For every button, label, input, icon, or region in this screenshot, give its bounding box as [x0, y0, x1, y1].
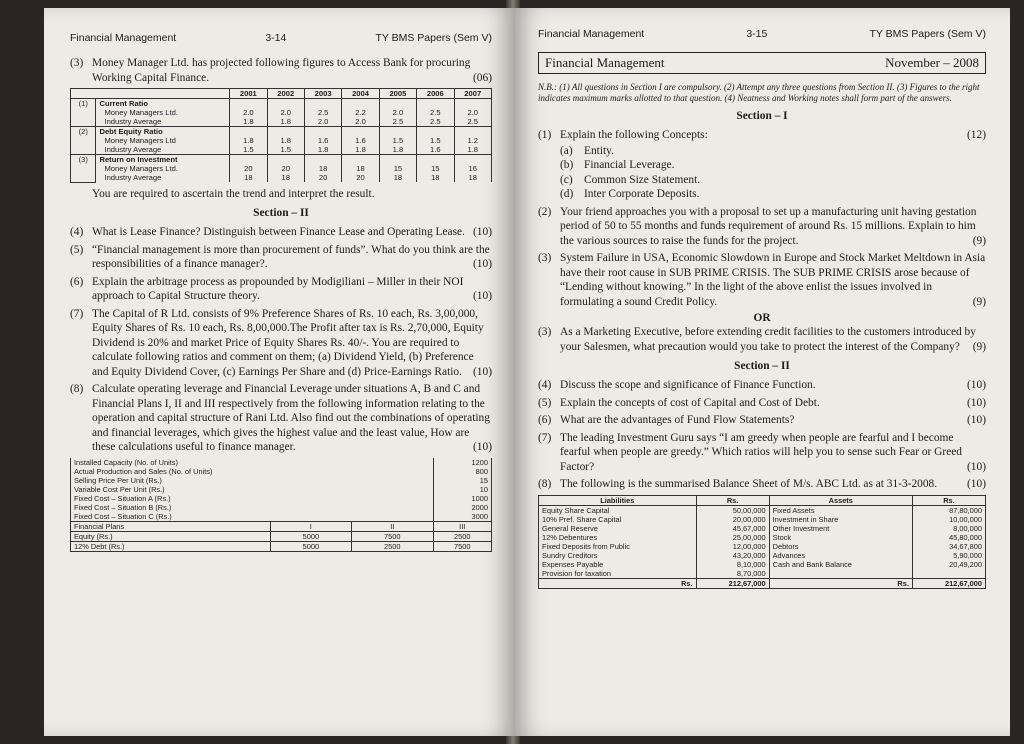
- amount-cell: 20,49,200: [912, 560, 985, 569]
- empty-cell: [417, 155, 454, 165]
- item-cell: General Reserve: [539, 524, 697, 533]
- leverage-row: [71, 458, 492, 467]
- amount-cell: 10,00,000: [912, 515, 985, 524]
- ratio-row: [71, 108, 492, 117]
- question-marks: (10): [967, 379, 986, 391]
- plan-row: [71, 541, 492, 551]
- or-separator: OR: [753, 312, 771, 324]
- year-header: 2004: [342, 89, 379, 99]
- empty-cell: [379, 155, 416, 165]
- right-header-series: TY BMS Papers (Sem V): [869, 28, 986, 40]
- ratio-value: 1.8: [267, 136, 304, 145]
- ratio-value: 2.5: [417, 108, 454, 117]
- question-text: The leading Investment Guru says “I am greedy when people are fearful and I become fearful when people are greedy.” Which ratios will help you to sense such Fear or Greed Factor?: [560, 431, 963, 473]
- instructions-note: N.B.: (1) All questions in Section I are compulsory. (2) Attempt any three questions from Section II. (3) Figures to the right indicates maximum marks allotted to that question. (4) Neatness and Working notes shall form part of the answers.: [538, 82, 980, 103]
- ratio-row-label: Industry Average: [96, 145, 230, 155]
- ratio-value: 18: [267, 173, 304, 182]
- concept-list: [560, 144, 986, 202]
- left-header-series: TY BMS Papers (Sem V): [375, 32, 492, 44]
- amount-cell: 43,20,000: [696, 551, 769, 560]
- amount-cell: 20,00,000: [696, 515, 769, 524]
- leverage-row: [71, 476, 492, 485]
- empty-cell: [342, 155, 379, 165]
- empty-cell: [454, 155, 492, 165]
- leverage-row: [71, 503, 492, 512]
- question-marks: (10): [473, 290, 492, 302]
- concept-text: Financial Leverage.: [584, 159, 675, 171]
- year-header: 2005: [379, 89, 416, 99]
- question-number: (4): [538, 379, 552, 391]
- plan-value: 5000: [270, 531, 351, 541]
- leverage-value: 800: [433, 467, 492, 476]
- ratio-value: 1.6: [304, 136, 341, 145]
- ratio-value: 1.5: [417, 136, 454, 145]
- ratio-value: 20: [230, 164, 267, 173]
- question-number: (3): [538, 326, 552, 338]
- ratio-row-label: Money Managers Ltd.: [96, 164, 230, 173]
- concept-letter: (b): [560, 159, 574, 171]
- right-page-number: 3-15: [746, 28, 768, 40]
- leverage-label: Selling Price Per Unit (Rs.): [71, 476, 434, 485]
- leverage-label: Variable Cost Per Unit (Rs.): [71, 485, 434, 494]
- question-marks: (10): [473, 441, 492, 453]
- leverage-value: 10: [433, 485, 492, 494]
- amount-cell: 8,10,000: [696, 560, 769, 569]
- left-question-4: [70, 225, 492, 240]
- ratio-value: 2.2: [342, 108, 379, 117]
- item-cell: Provision for taxation: [539, 569, 697, 579]
- question-marks: (10): [967, 478, 986, 490]
- question-text: System Failure in USA, Economic Slowdown in Europe and Stock Market Meltdown in Asia have their root cause in SUB PRIME CRISIS. The SUB PRIME CRISIS arose because of “Lending without knowing.” In the light of the above enlist the issues involved in formulating a sound Credit Policy.: [560, 252, 986, 308]
- leverage-value: 2000: [433, 503, 492, 512]
- balance-sheet-head: Rs.: [696, 495, 769, 505]
- amount-cell: 45,67,000: [696, 524, 769, 533]
- item-cell: Equity Share Capital: [539, 505, 697, 515]
- left-question-6: [70, 275, 492, 304]
- plan-row-label: 12% Debt (Rs.): [71, 541, 271, 551]
- empty-cell: [230, 127, 267, 137]
- question-number: (4): [70, 226, 84, 238]
- question-text: What is Lease Finance? Distinguish between Finance Lease and Operating Lease.: [92, 226, 465, 238]
- ratio-value: 1.8: [342, 145, 379, 155]
- plan-value: 2500: [433, 531, 492, 541]
- balance-sheet-head: Rs.: [912, 495, 985, 505]
- ratio-value: 2.0: [267, 108, 304, 117]
- ratio-value: 1.2: [454, 136, 492, 145]
- balance-sheet-row: [539, 551, 986, 560]
- ratio-row-label: Money Managers Ltd: [96, 136, 230, 145]
- empty-cell: [230, 99, 267, 109]
- left-section-heading: Section – II: [253, 207, 309, 219]
- paper-title-box: [538, 52, 986, 74]
- empty-cell: [342, 99, 379, 109]
- year-header: 2002: [267, 89, 304, 99]
- question-text: The Capital of R Ltd. consists of 9% Preference Shares of Rs. 10 each, Rs. 3,00,000, Equity Shares of Rs. 10 each, Rs. 8,00,000.The Profit after tax is Rs. 2,70,000, Equity Dividend is 20% and market Price of Equity Shares Rs. 40/-. You are required to calculate following ratios and comment on them; (a) Dividend Yield, (b) Preference and Equity Dividend Cover, (c) Earnings Per Share and (d) Price-Earnings Ratio.: [92, 307, 484, 378]
- plan-head: III: [433, 521, 492, 531]
- empty-cell: [379, 99, 416, 109]
- plan-head: II: [352, 521, 433, 531]
- plan-value: 7500: [352, 531, 433, 541]
- ratio-table: [70, 88, 492, 183]
- right-header-title: Financial Management: [538, 28, 645, 40]
- question-marks: (9): [972, 340, 986, 353]
- empty-cell: [304, 155, 341, 165]
- ratio-row: [71, 145, 492, 155]
- leverage-label: Fixed Cost – Situation B (Rs.): [71, 503, 434, 512]
- ratio-row-label: Money Managers Ltd.: [96, 108, 230, 117]
- concept-text: Inter Corporate Deposits.: [584, 188, 700, 200]
- item-cell: Debtors: [769, 542, 912, 551]
- group-number: (1): [71, 99, 96, 127]
- question-3-left: [70, 56, 492, 85]
- question-marks: (06): [473, 71, 492, 84]
- plan-row: [71, 531, 492, 541]
- group-number: (2): [71, 127, 96, 155]
- ratio-value: 1.8: [267, 117, 304, 127]
- question-marks: (10): [967, 460, 986, 473]
- question-number: (7): [70, 307, 84, 320]
- ratio-value: 2.5: [454, 117, 492, 127]
- balance-sheet-row: [539, 533, 986, 542]
- empty-cell: [267, 155, 304, 165]
- ratio-table-corner: [71, 89, 230, 99]
- ratio-row: [71, 164, 492, 173]
- question-marks: (10): [967, 396, 986, 409]
- total-amount: 212,67,000: [912, 578, 985, 588]
- amount-cell: 25,00,000: [696, 533, 769, 542]
- question-marks: (9): [972, 234, 986, 247]
- balance-sheet-row: [539, 569, 986, 579]
- ratio-value: 2.0: [379, 108, 416, 117]
- question-text: “Financial management is more than procurement of funds”. What do you think are the responsibilities of a finance manager?.: [92, 243, 490, 270]
- ratio-value: 15: [379, 164, 416, 173]
- balance-sheet-row: [539, 524, 986, 533]
- question-text: Explain the arbitrage process as propounded by Modigiliani – Miller in their NOI approach to Capital Structure theory.: [92, 275, 464, 302]
- plan-header-row: [71, 521, 492, 531]
- empty-cell: [304, 127, 341, 137]
- question-marks: (12): [967, 129, 986, 141]
- question-text: What are the advantages of Fund Flow Statements?: [560, 414, 795, 426]
- empty-cell: [417, 127, 454, 137]
- item-cell: Cash and Bank Balance: [769, 560, 912, 569]
- question-number: (8): [70, 383, 84, 395]
- amount-cell: [912, 569, 985, 579]
- plan-head: I: [270, 521, 351, 531]
- ratio-row-label: Industry Average: [96, 173, 230, 182]
- empty-cell: [454, 99, 492, 109]
- plan-row-label: Equity (Rs.): [71, 531, 271, 541]
- ratio-value: 1.5: [267, 145, 304, 155]
- right-section-2-heading: Section – II: [734, 360, 790, 372]
- ratio-group-row: [71, 127, 492, 137]
- left-page: [44, 8, 514, 736]
- question-text: Discuss the scope and significance of Finance Function.: [560, 379, 816, 391]
- leverage-row: [71, 512, 492, 522]
- right-question-6: [538, 413, 986, 428]
- plan-value: 2500: [352, 541, 433, 551]
- ratio-value: 1.6: [342, 136, 379, 145]
- right-section-1-heading: Section – I: [736, 110, 788, 122]
- ratio-value: 1.5: [230, 145, 267, 155]
- question-number: (5): [538, 396, 552, 409]
- question-number: (2): [538, 205, 552, 218]
- ratio-value: 1.8: [379, 145, 416, 155]
- year-header: 2006: [417, 89, 454, 99]
- plans-label: Financial Plans: [71, 521, 271, 531]
- amount-cell: 45,80,000: [912, 533, 985, 542]
- total-amount: 212,67,000: [696, 578, 769, 588]
- leverage-table: [70, 458, 492, 552]
- empty-cell: [417, 99, 454, 109]
- ratio-row-label: Industry Average: [96, 117, 230, 127]
- ratio-value: 1.5: [379, 136, 416, 145]
- concept-text: Entity.: [584, 144, 614, 157]
- ratio-value: 1.8: [454, 145, 492, 155]
- ratio-value: 2.0: [304, 117, 341, 127]
- amount-cell: 8,00,000: [912, 524, 985, 533]
- left-header-title: Financial Management: [70, 32, 177, 44]
- year-header: 2003: [304, 89, 341, 99]
- amount-cell: 12,00,000: [696, 542, 769, 551]
- right-question-4: [538, 378, 986, 393]
- group-number: (3): [71, 155, 96, 183]
- question-number: (6): [538, 414, 552, 426]
- item-cell: Expenses Payable: [539, 560, 697, 569]
- ratio-value: 1.8: [230, 136, 267, 145]
- concept-item: [560, 158, 986, 173]
- question-marks: (10): [473, 258, 492, 270]
- ratio-row: [71, 117, 492, 127]
- question-text: Explain the following Concepts:: [560, 129, 708, 141]
- balance-sheet-row: [539, 560, 986, 569]
- question-1-right: [538, 128, 986, 202]
- question-marks: (10): [473, 365, 492, 378]
- amount-cell: 34,67,800: [912, 542, 985, 551]
- leverage-label: Fixed Cost – Situation A (Rs.): [71, 494, 434, 503]
- question-marks: (9): [972, 295, 986, 308]
- empty-cell: [267, 127, 304, 137]
- left-question-7: [70, 307, 492, 380]
- item-cell: Advances: [769, 551, 912, 560]
- left-page-number: 3-14: [265, 32, 287, 44]
- right-running-header: [538, 28, 986, 40]
- trend-instruction: You are required to ascertain the trend and interpret the result.: [92, 187, 375, 200]
- right-question-list: [538, 378, 986, 492]
- leverage-label: Installed Capacity (No. of Units): [71, 458, 434, 467]
- total-label: Rs.: [539, 578, 697, 588]
- ratio-value: 2.5: [417, 117, 454, 127]
- group-title: Return on Investment: [96, 155, 230, 165]
- item-cell: Sundry Creditors: [539, 551, 697, 560]
- concept-item: [560, 187, 986, 202]
- plan-value: 7500: [433, 541, 492, 551]
- ratio-row: [71, 173, 492, 182]
- item-cell: Other Investment: [769, 524, 912, 533]
- ratio-group-row: [71, 155, 492, 165]
- ratio-value: 15: [417, 164, 454, 173]
- question-number: (6): [70, 275, 84, 288]
- amount-cell: 8,70,000: [696, 569, 769, 579]
- question-text: As a Marketing Executive, before extending credit facilities to the customers introduced by your Salesmen, what precaution would you take to protect the interest of the Company?: [560, 326, 976, 353]
- year-header: 2001: [230, 89, 267, 99]
- question-number: (3): [70, 57, 84, 69]
- empty-cell: [267, 99, 304, 109]
- concept-item: [560, 173, 986, 188]
- ratio-value: 2.0: [454, 108, 492, 117]
- ratio-value: 18: [342, 164, 379, 173]
- ratio-value: 1.6: [417, 145, 454, 155]
- ratio-value: 18: [417, 173, 454, 182]
- question-text: Calculate operating leverage and Financial Leverage under situations A, B and C and Financial Plans I, II and III respectively from the following information relating to the operation and capital structure of Rani Ltd. Also find out the combinations of operating and financial leverages, which gives the highest value and the least value, How are these calculations useful to finance manager.: [92, 383, 490, 453]
- leverage-value: 1200: [433, 458, 492, 467]
- right-question-8: [538, 477, 986, 492]
- ratio-value: 1.8: [230, 117, 267, 127]
- ratio-value: 20: [304, 173, 341, 182]
- concept-item: [560, 144, 986, 159]
- leverage-row: [71, 467, 492, 476]
- ratio-value: 2.5: [304, 108, 341, 117]
- ratio-value: 2.5: [379, 117, 416, 127]
- amount-cell: 5,90,000: [912, 551, 985, 560]
- item-cell: Stock: [769, 533, 912, 542]
- question-text: The following is the summarised Balance Sheet of M/s. ABC Ltd. as at 31-3-2008.: [560, 478, 938, 490]
- ratio-group-row: [71, 99, 492, 109]
- ratio-value: 18: [230, 173, 267, 182]
- question-3-right: [538, 251, 986, 309]
- ratio-value: 2.0: [342, 117, 379, 127]
- item-cell: 10% Pref. Share Capital: [539, 515, 697, 524]
- group-title: Current Ratio: [96, 99, 230, 109]
- question-number: (3): [538, 252, 552, 264]
- year-header: 2007: [454, 89, 492, 99]
- leverage-row: [71, 494, 492, 503]
- ratio-value: 1.8: [304, 145, 341, 155]
- concept-letter: (c): [560, 173, 573, 186]
- leverage-value: 1000: [433, 494, 492, 503]
- empty-cell: [304, 99, 341, 109]
- item-cell: Fixed Assets: [769, 505, 912, 515]
- concept-letter: (d): [560, 188, 574, 200]
- question-text: Explain the concepts of cost of Capital and Cost of Debt.: [560, 396, 820, 409]
- leverage-value: 15: [433, 476, 492, 485]
- right-question-7: [538, 431, 986, 475]
- balance-sheet-total-row: [539, 578, 986, 588]
- paper-subject: Financial Management: [545, 55, 665, 70]
- ratio-value: 18: [379, 173, 416, 182]
- amount-cell: 50,00,000: [696, 505, 769, 515]
- question-2-right: [538, 205, 986, 249]
- right-question-5: [538, 396, 986, 411]
- balance-sheet-table: [538, 495, 986, 589]
- concept-letter: (a): [560, 144, 573, 157]
- empty-cell: [454, 127, 492, 137]
- question-3-alternate: [538, 325, 986, 354]
- ratio-value: 20: [267, 164, 304, 173]
- question-text: Money Manager Ltd. has projected following figures to Access Bank for procuring Working Capital Finance.: [92, 57, 471, 84]
- paper-date: November – 2008: [885, 55, 979, 70]
- balance-sheet-row: [539, 505, 986, 515]
- question-text: Your friend approaches you with a proposal to set up a manufacturing unit having gestation period of 50 to 55 months and funds requirement of around Rs. 15 millions. Explain to him the various sources to raise the funds for the project.: [560, 205, 977, 247]
- amount-cell: 87,80,000: [912, 505, 985, 515]
- left-question-list: [70, 225, 492, 455]
- question-number: (7): [538, 431, 552, 444]
- question-marks: (10): [473, 226, 492, 238]
- question-number: (5): [70, 243, 84, 256]
- group-title: Debt Equity Ratio: [96, 127, 230, 137]
- leverage-row: [71, 485, 492, 494]
- ratio-value: 16: [454, 164, 492, 173]
- total-label: Rs.: [769, 578, 912, 588]
- balance-sheet-row: [539, 542, 986, 551]
- ratio-value: 18: [304, 164, 341, 173]
- item-cell: 12% Debentures: [539, 533, 697, 542]
- item-cell: Investment in Share: [769, 515, 912, 524]
- concept-text: Common Size Statement.: [584, 173, 701, 186]
- left-question-5: [70, 243, 492, 272]
- balance-sheet-row: [539, 515, 986, 524]
- question-number: (1): [538, 129, 552, 141]
- left-question-8: [70, 382, 492, 455]
- empty-cell: [379, 127, 416, 137]
- ratio-value: 2.0: [230, 108, 267, 117]
- item-cell: [769, 569, 912, 579]
- ratio-value: 18: [454, 173, 492, 182]
- question-number: (8): [538, 478, 552, 490]
- empty-cell: [342, 127, 379, 137]
- item-cell: Fixed Deposits from Public: [539, 542, 697, 551]
- ratio-value: 20: [342, 173, 379, 182]
- plan-value: 5000: [270, 541, 351, 551]
- leverage-value: 3000: [433, 512, 492, 522]
- left-running-header: [70, 32, 492, 44]
- balance-sheet-head: Assets: [769, 495, 912, 505]
- empty-cell: [230, 155, 267, 165]
- ratio-row: [71, 136, 492, 145]
- right-page: [514, 8, 1010, 736]
- question-marks: (10): [967, 414, 986, 426]
- leverage-label: Actual Production and Sales (No. of Units): [71, 467, 434, 476]
- leverage-label: Fixed Cost – Situation C (Rs.): [71, 512, 434, 522]
- balance-sheet-head: Liabilities: [539, 495, 697, 505]
